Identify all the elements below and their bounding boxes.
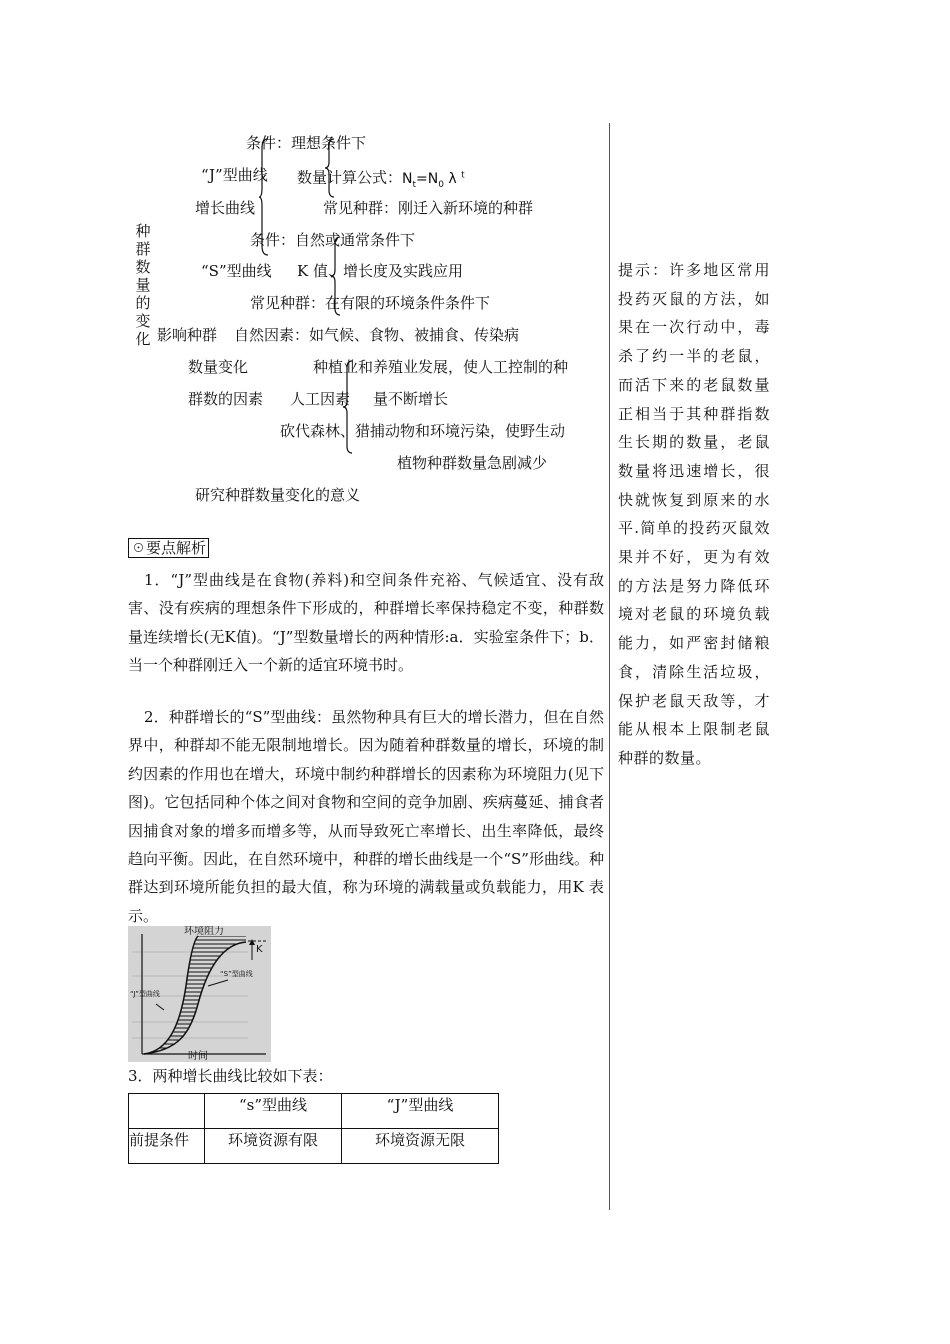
growth-curve-label: 增长曲线 [195,199,256,217]
j-example: 常见种群：刚迁入新环境的种群 [323,199,534,217]
comparison-table [128,1093,499,1164]
human-effect1-a: 种植业和养殖业发展，使人工控制的种 [313,358,569,376]
paragraph-3: 3．两种增长曲线比较如下表： [128,1067,333,1085]
figure-j-label: “J”型曲线 [130,990,160,998]
figure-k-label: K [256,944,263,955]
human-effect2-b: 植物种群数量急剧减少 [397,454,548,472]
factor-line2: 数量变化 [188,358,249,376]
figure-x-label: 时间 [188,1051,208,1062]
table-header-cell: “s”型曲线 [205,1094,342,1129]
s-curve-label: “S”型曲线 [201,262,272,280]
hint-text: 提示：许多地区常用投药灭鼠的方法，如果在一次行动中，毒杀了约一半的老鼠，而活下来的老鼠数量正相当于其种群指数生长期的数量，老鼠数量将迅速增长，很快就恢复到原来的水平.简单的投药灭鼠效果并不好，更为有效的方法是努力降低环境对老鼠的环境负载能力，如严密封储粮食，清除生活垃圾，保护老鼠天敌等，才能从根本上限制老鼠种群的数量。 [618,261,770,767]
factor-prefix: 影响种群 [157,326,218,344]
s-example: 常见种群：在有限的环境条件条件下 [250,294,491,312]
j-formula-prefix: 数量计算公式： [297,168,403,187]
human-factor: 人工因素 [290,390,351,408]
s-k-value: K 值、增长度及实践应用 [297,262,463,280]
table-row [129,1129,499,1164]
s-curve-brace [330,236,342,316]
paragraph-1: 1．“J”型曲线是在食物(养料)和空间条件充裕、气候适宜、没有敌害、没有疾病的理想条件下形成的，种群增长率保持稳定不变，种群数量连续增长(无K值)。“J”型数量增长的两种情形:a．实验室条件下；b．当一个种群刚迁入一个新的适宜环境书时。 [128,571,604,675]
table-cell: 前提条件 [129,1129,205,1164]
column-divider [609,123,610,1210]
side-title-char: 变 [135,312,151,330]
outline-side-title [134,222,152,348]
side-title-char: 的 [135,294,151,312]
table-header-row [129,1094,499,1129]
side-title-char: 数 [135,258,151,276]
table-cell: 环境资源无限 [342,1129,499,1164]
figure-top-label: 环境阻力 [184,926,224,937]
section-heading: ☉要点解析 [128,538,209,558]
significance: 研究种群数量变化的意义 [195,486,361,504]
paragraph-2: 2．种群增长的“S”型曲线：虽然物种具有巨大的增长潜力，但在自然界中，种群却不能无限制地增长。因为随着种群数量的增长，环境的制约因素的作用也在增大，环境中制约种群增长的因素称为环境阻力(见下图)。它包括同种个体之间对食物和空间的竞争加剧、疾病蔓延、捕食者因捕食对象的增多而增多等，从而导致死亡率增长、出生率降低，最终趋向平衡。因此，在自然环境中，种群的增长曲线是一个“S”形曲线。种群达到环境所能负担的最大值，称为环境的满载量或负载能力，用K 表示。 [128,708,604,925]
j-curve-label: “J”型曲线 [201,166,268,184]
side-title-char: 化 [135,330,151,348]
side-title-char: 种 [135,222,151,240]
s-condition: 条件：自然或通常条件下 [250,231,416,249]
j-formula: $N_t=N_0$ λ $^t$ [402,170,465,190]
natural-factors: 自然因素：如气候、食物、被捕食、传染病 [234,326,520,344]
side-title-char: 群 [135,240,151,258]
figure-s-label: “S”型曲线 [220,970,253,978]
side-title-char: 量 [135,276,151,294]
j-formula-line [297,165,465,194]
j-condition: 条件：理想条件下 [246,134,367,152]
human-effect2-a: 砍代森林、猎捕动物和环境污染，使野生动 [280,422,566,440]
growth-curve-figure [128,926,271,1062]
table-cell: 环境资源有限 [205,1129,342,1164]
factor-line3: 群数的因素 [188,390,264,408]
human-effect1-b: 量不断增长 [373,390,449,408]
growth-curve-brace [258,138,270,256]
table-header-cell: “J”型曲线 [342,1094,499,1129]
human-factor-brace [342,360,354,454]
j-curve-brace [324,138,336,198]
table-header-cell [129,1094,205,1129]
